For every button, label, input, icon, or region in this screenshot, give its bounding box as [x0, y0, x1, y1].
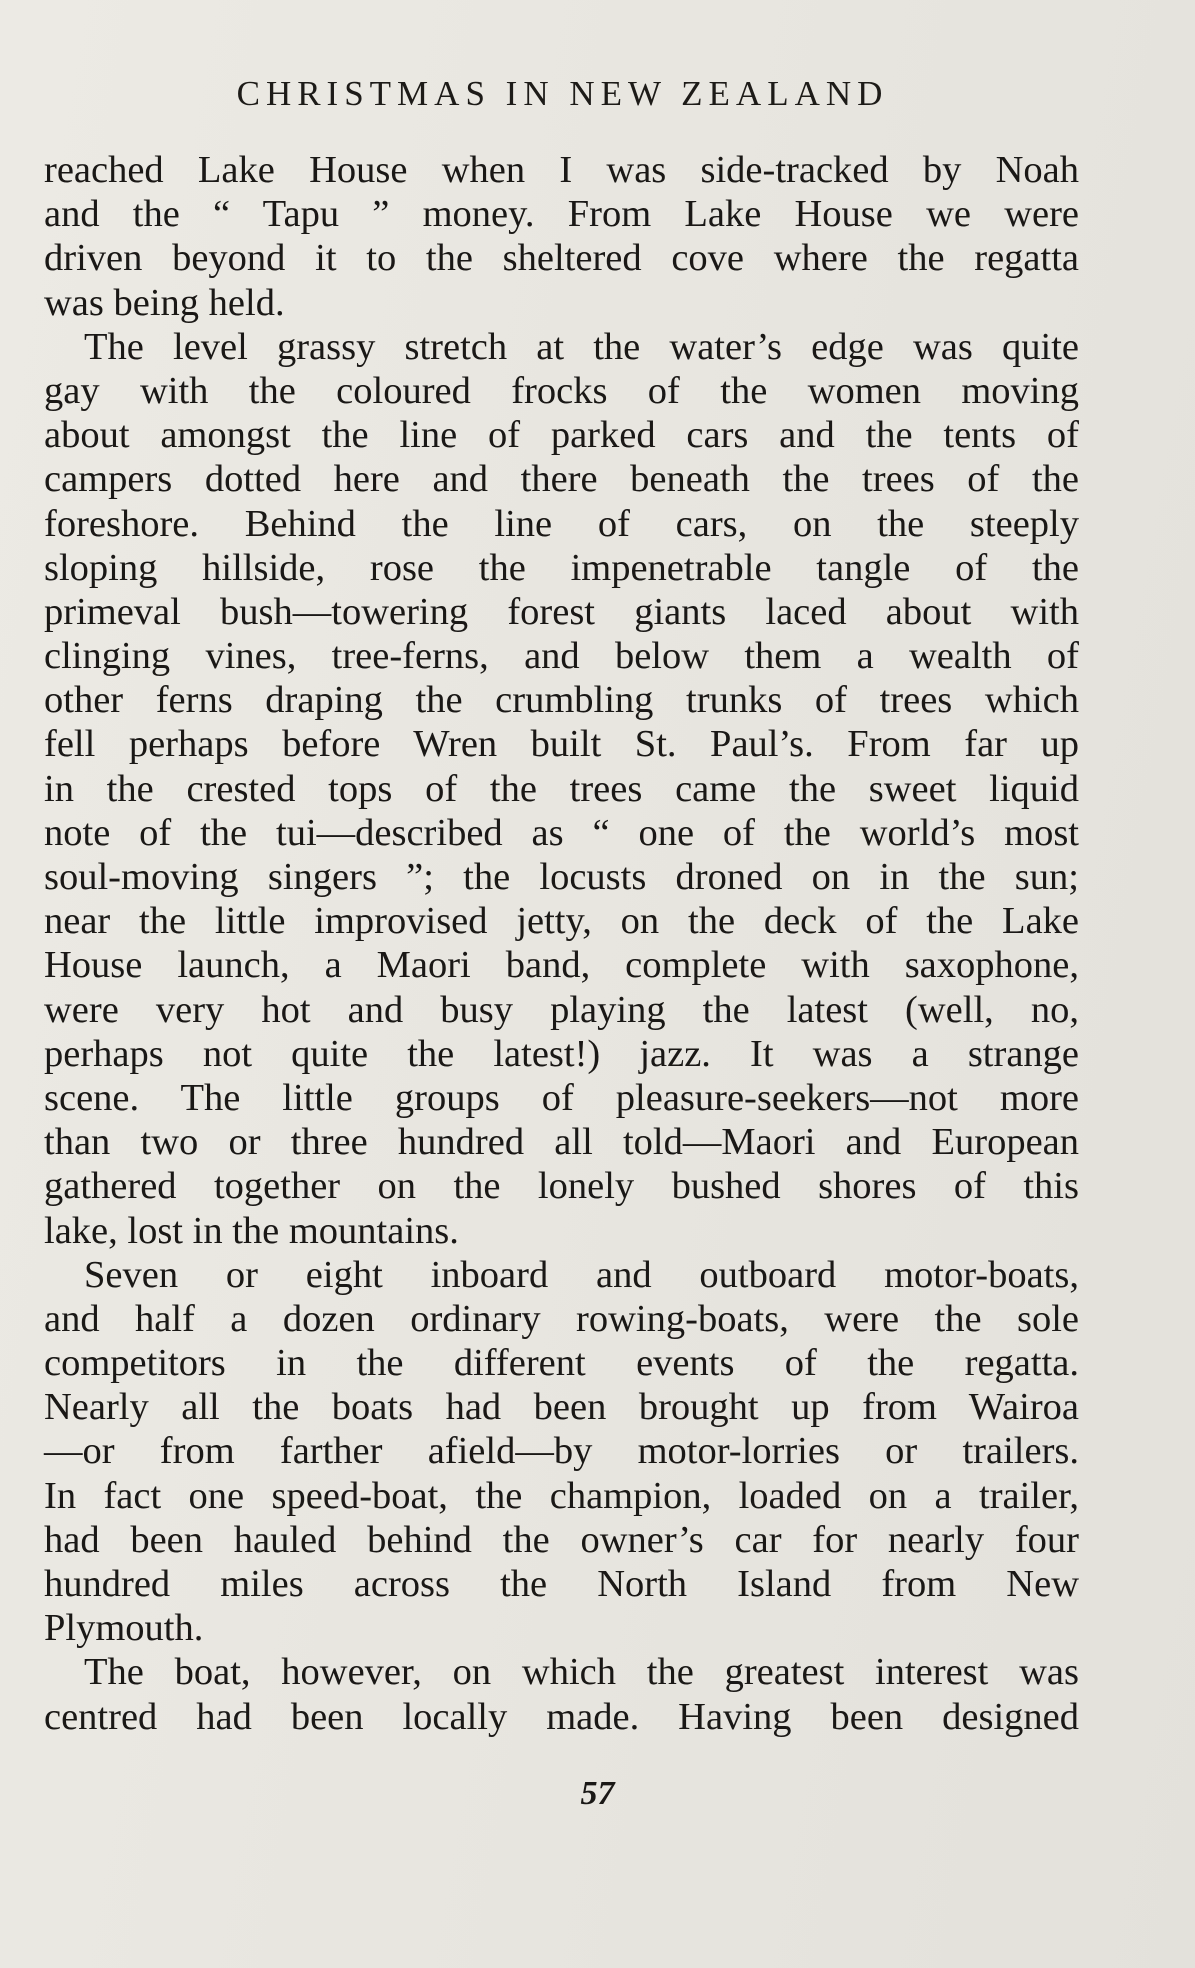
text-line: near the little improvised jetty, on the deck of the Lake: [44, 900, 1079, 943]
text-line: gay with the coloured frocks of the women moving: [44, 369, 1079, 412]
text-line: driven beyond it to the sheltered cove where the regatta: [44, 237, 1079, 280]
text-line: In fact one speed-boat, the champion, loaded on a trailer,: [44, 1474, 1079, 1517]
text-line: fell perhaps before Wren built St. Paul’s. From far up: [44, 723, 1079, 766]
text-line: clinging vines, tree-ferns, and below them a wealth of: [44, 635, 1079, 678]
text-line: gathered together on the lonely bushed shores of this: [44, 1165, 1079, 1208]
text-line: had been hauled behind the owner’s car for nearly four: [44, 1518, 1079, 1561]
text-line: Seven or eight inboard and outboard motor-boats,: [84, 1253, 1079, 1296]
text-line: lake, lost in the mountains.: [44, 1209, 459, 1252]
text-line: about amongst the line of parked cars and the tents of: [44, 414, 1079, 457]
text-line: and half a dozen ordinary rowing-boats, were the sole: [44, 1297, 1079, 1340]
text-line: perhaps not quite the latest!) jazz. It was a strange: [44, 1032, 1079, 1075]
text-line: —or from farther afield—by motor-lorries or trailers.: [44, 1430, 1079, 1473]
text-line: campers dotted here and there beneath the trees of the: [44, 458, 1079, 501]
text-line: The level grassy stretch at the water’s edge was quite: [84, 325, 1079, 368]
paragraph: [44, 325, 1079, 1253]
text-line: competitors in the different events of the regatta.: [44, 1342, 1079, 1385]
text-line: were very hot and busy playing the latest (well, no,: [44, 988, 1079, 1031]
text-line: primeval bush—towering forest giants laced about with: [44, 590, 1079, 633]
text-line: The boat, however, on which the greatest interest was: [84, 1651, 1079, 1694]
text-line: foreshore. Behind the line of cars, on the steeply: [44, 502, 1079, 545]
text-line: was being held.: [44, 281, 285, 324]
paragraph: [44, 148, 1079, 325]
text-line: House launch, a Maori band, complete with saxophone,: [44, 944, 1079, 987]
text-line: soul-moving singers ”; the locusts droned on in the sun;: [44, 856, 1079, 898]
body-text: [44, 148, 1079, 1739]
text-line: scene. The little groups of pleasure-seekers—not more: [44, 1076, 1079, 1119]
text-line: and the “ Tapu ” money. From Lake House we were: [44, 193, 1079, 236]
running-head: CHRISTMAS IN NEW ZEALAND: [236, 74, 889, 113]
paragraph: [44, 1650, 1079, 1738]
text-line: Plymouth.: [44, 1607, 204, 1650]
text-line: Nearly all the boats had been brought up from Wairoa: [44, 1386, 1079, 1429]
text-line: other ferns draping the crumbling trunks of trees which: [44, 679, 1079, 722]
text-line: hundred miles across the North Island from New: [44, 1563, 1079, 1605]
page-number: 57: [580, 1775, 615, 1812]
text-line: note of the tui—described as “ one of the world’s most: [44, 811, 1079, 854]
text-line: centred had been locally made. Having been designed: [44, 1695, 1079, 1738]
text-line: than two or three hundred all told—Maori and European: [44, 1121, 1079, 1164]
paragraph: [44, 1253, 1079, 1651]
text-line: sloping hillside, rose the impenetrable tangle of the: [44, 546, 1079, 589]
text-line: in the crested tops of the trees came the sweet liquid: [44, 767, 1079, 810]
text-line: reached Lake House when I was side-tracked by Noah: [44, 149, 1079, 191]
